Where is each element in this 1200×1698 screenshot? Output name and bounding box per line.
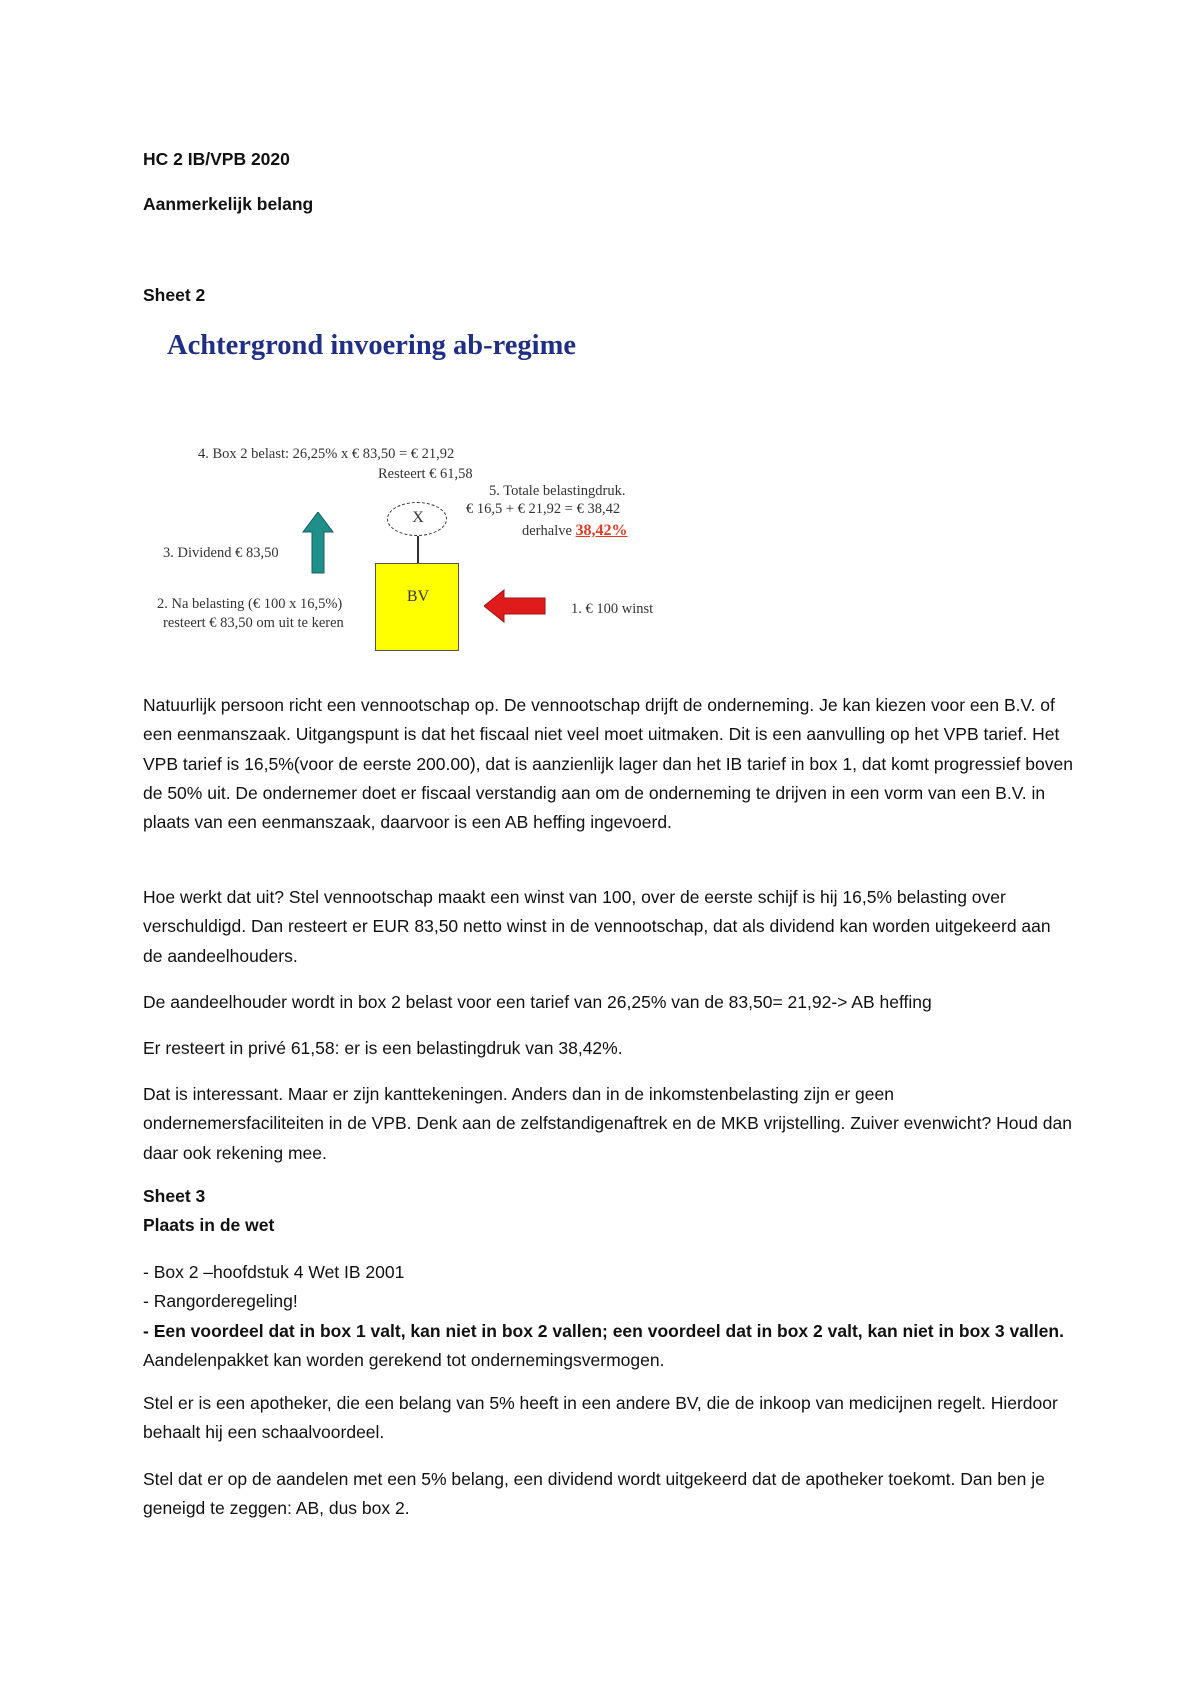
list-item-rest: Aandelenpakket kan worden gerekend tot ondernemingsvermogen. (143, 1349, 665, 1370)
list-item (143, 1317, 1073, 1376)
law-placement-list (143, 1258, 1073, 1375)
list-item: - Box 2 –hoofdstuk 4 Wet IB 2001 (143, 1262, 405, 1282)
document-subtitle: Aanmerkelijk belang (143, 194, 314, 214)
step-5-title: 5. Totale belastingdruk. (489, 483, 626, 499)
list-item: - Rangorderegeling! (143, 1291, 298, 1312)
arrow-left-icon (484, 589, 546, 623)
shareholder-oval (387, 502, 447, 536)
paragraph-pharmacist: Stel er is een apotheker, die een belang van 5% heeft in een andere BV, die de inkoop van medicijnen regelt. Hierdoor behaalt hij een schaalvoordeel. (143, 1393, 1058, 1443)
paragraph-example: Hoe werkt dat uit? Stel vennootschap maakt een winst van 100, over de eerste schijf is hij 16,5% belasting over verschuldigd. Dan resteert er EUR 83,50 netto winst in de vennootschap, dat als dividend kan worden uitgekeerd aan de aandeelhouders. (143, 887, 1051, 966)
paragraph-dividend: Stel dat er op de aandelen met een 5% belang, een dividend wordt uitgekeerd dat de apotheker toekomt. Dan ben je geneigd te zeggen: AB, dus box 2. (143, 1469, 1045, 1519)
step-4-text: 4. Box 2 belast: 26,25% x € 83,50 = € 21,92 (198, 446, 455, 462)
step-5-result (522, 522, 628, 540)
paragraph-box2: De aandeelhouder wordt in box 2 belast voor een tarief van 26,25% van de 83,50= 21,92-> AB heffing (143, 992, 932, 1012)
step-2-line-2: resteert € 83,50 om uit te keren (163, 615, 344, 631)
arrow-up-icon (302, 512, 334, 574)
list-item-bold: - Een voordeel dat in box 1 valt, kan niet in box 2 vallen; een voordeel dat in box 2 valt, kan niet in box 3 vallen. (143, 1320, 1064, 1341)
rest-text: Resteert € 61,58 (378, 466, 473, 482)
slide-title: Achtergrond invoering ab-regime (167, 330, 576, 361)
sheet-3-heading: Plaats in de wet (143, 1215, 275, 1235)
sheet-2-label: Sheet 2 (143, 285, 206, 305)
paragraph-rest: Er resteert in privé 61,58: er is een belastingdruk van 38,42%. (143, 1038, 623, 1058)
document-title: HC 2 IB/VPB 2020 (143, 149, 290, 169)
connector-line (417, 536, 419, 563)
step-3-text: 3. Dividend € 83,50 (163, 545, 279, 561)
paragraph-intro: Natuurlijk persoon richt een vennootschap op. De vennootschap drijft de onderneming. Je kan kiezen voor een B.V. of een eenmanszaak. Uitgangspunt is dat het fiscaal niet veel moet uitmaken. Dit is een aanvulling op het VPB tarief. Het VPB tarief is 16,5%(voor de eerste 200.00), dat is aanzienlijk lager dan het IB tarief in box 1, dat komt progressief boven de 50% uit. De ondernemer doet er fiscaal verstandig aan om de onderneming te drijven in een vorm van een B.V. in plaats van een eenmanszaak, daarvoor is een AB heffing ingevoerd. (143, 695, 1073, 833)
shareholder-label: X (412, 509, 424, 526)
step-1-text: 1. € 100 winst (571, 601, 654, 617)
step-5-percentage: 38,42% (575, 522, 628, 539)
bv-box (375, 563, 459, 651)
step-2-line-1: 2. Na belasting (€ 100 x 16,5%) (157, 596, 343, 612)
sheet-3-label: Sheet 3 (143, 1186, 206, 1206)
step-5-prefix: derhalve (522, 523, 572, 539)
paragraph-remarks: Dat is interessant. Maar er zijn kanttekeningen. Anders dan in de inkomstenbelasting zijn er geen ondernemersfaciliteiten in de VPB. Denk aan de zelfstandigenaftrek en de MKB vrijstelling. Zuiver evenwicht? Houd dan daar ook rekening mee. (143, 1084, 1072, 1163)
step-5-calc: € 16,5 + € 21,92 = € 38,42 (466, 501, 621, 517)
bv-label: BV (406, 588, 430, 605)
